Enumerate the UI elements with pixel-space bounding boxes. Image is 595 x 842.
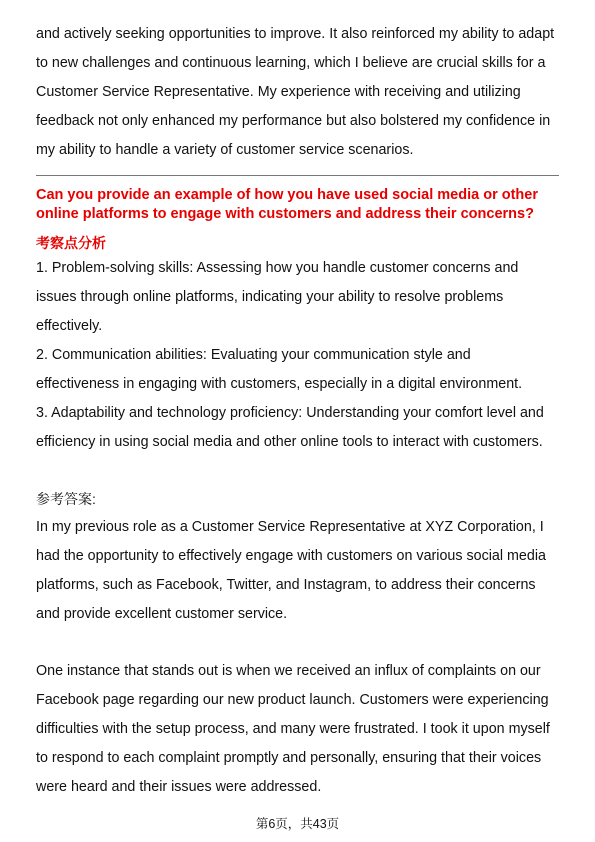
answer-line: In my previous role as a Customer Service Representative at XYZ Corporation, I [36, 519, 544, 535]
answer-line: platforms, such as Facebook, Twitter, and Instagram, to address their concerns [36, 577, 536, 593]
analysis-line: 3. Adaptability and technology proficiency: Understanding your comfort level and [36, 405, 544, 421]
answer-line: One instance that stands out is when we received an influx of complaints on our [36, 663, 541, 679]
analysis-line: 1. Problem-solving skills: Assessing how you handle customer concerns and [36, 260, 519, 276]
analysis-line: effectively. [36, 318, 103, 334]
intro-paragraph [36, 20, 559, 165]
text-line: Customer Service Representative. My experience with receiving and utilizing [36, 84, 521, 100]
text-line: feedback not only enhanced my performance but also bolstered my confidence in [36, 113, 551, 129]
analysis-line: 2. Communication abilities: Evaluating your communication style and [36, 347, 471, 363]
text-line: and actively seeking opportunities to improve. It also reinforced my ability to adapt [36, 26, 555, 42]
answer-paragraph-2 [36, 657, 559, 802]
answer-paragraph-1 [36, 513, 559, 629]
answer-heading: 参考答案: [36, 491, 96, 507]
analysis-line: issues through online platforms, indicating your ability to resolve problems [36, 289, 504, 305]
interview-question [36, 186, 559, 224]
answer-line: Facebook page regarding our new product launch. Customers were experiencing [36, 692, 549, 708]
text-line: my ability to handle a variety of customer service scenarios. [36, 142, 414, 158]
analysis-heading: 考察点分析 [36, 235, 106, 251]
analysis-line: effectiveness in engaging with customers, especially in a digital environment. [36, 376, 523, 392]
page-number: 第6页，共43页 [255, 817, 340, 831]
text-line: to new challenges and continuous learning, which I believe are crucial skills for a [36, 55, 546, 71]
analysis-line: efficiency in using social media and other online tools to interact with customers. [36, 434, 543, 450]
answer-line: and provide excellent customer service. [36, 606, 288, 622]
analysis-list [36, 254, 559, 457]
question-line: Can you provide an example of how you have used social media or other [36, 187, 538, 203]
section-divider [36, 175, 559, 176]
answer-line: to respond to each complaint promptly and personally, ensuring that their voices [36, 750, 542, 766]
question-line: online platforms to engage with customers and address their concerns? [36, 206, 534, 222]
answer-line: were heard and their issues were addressed. [36, 779, 322, 795]
answer-line: difficulties with the setup process, and many were frustrated. I took it upon myself [36, 721, 550, 737]
answer-line: had the opportunity to effectively engage with customers on various social media [36, 548, 546, 564]
